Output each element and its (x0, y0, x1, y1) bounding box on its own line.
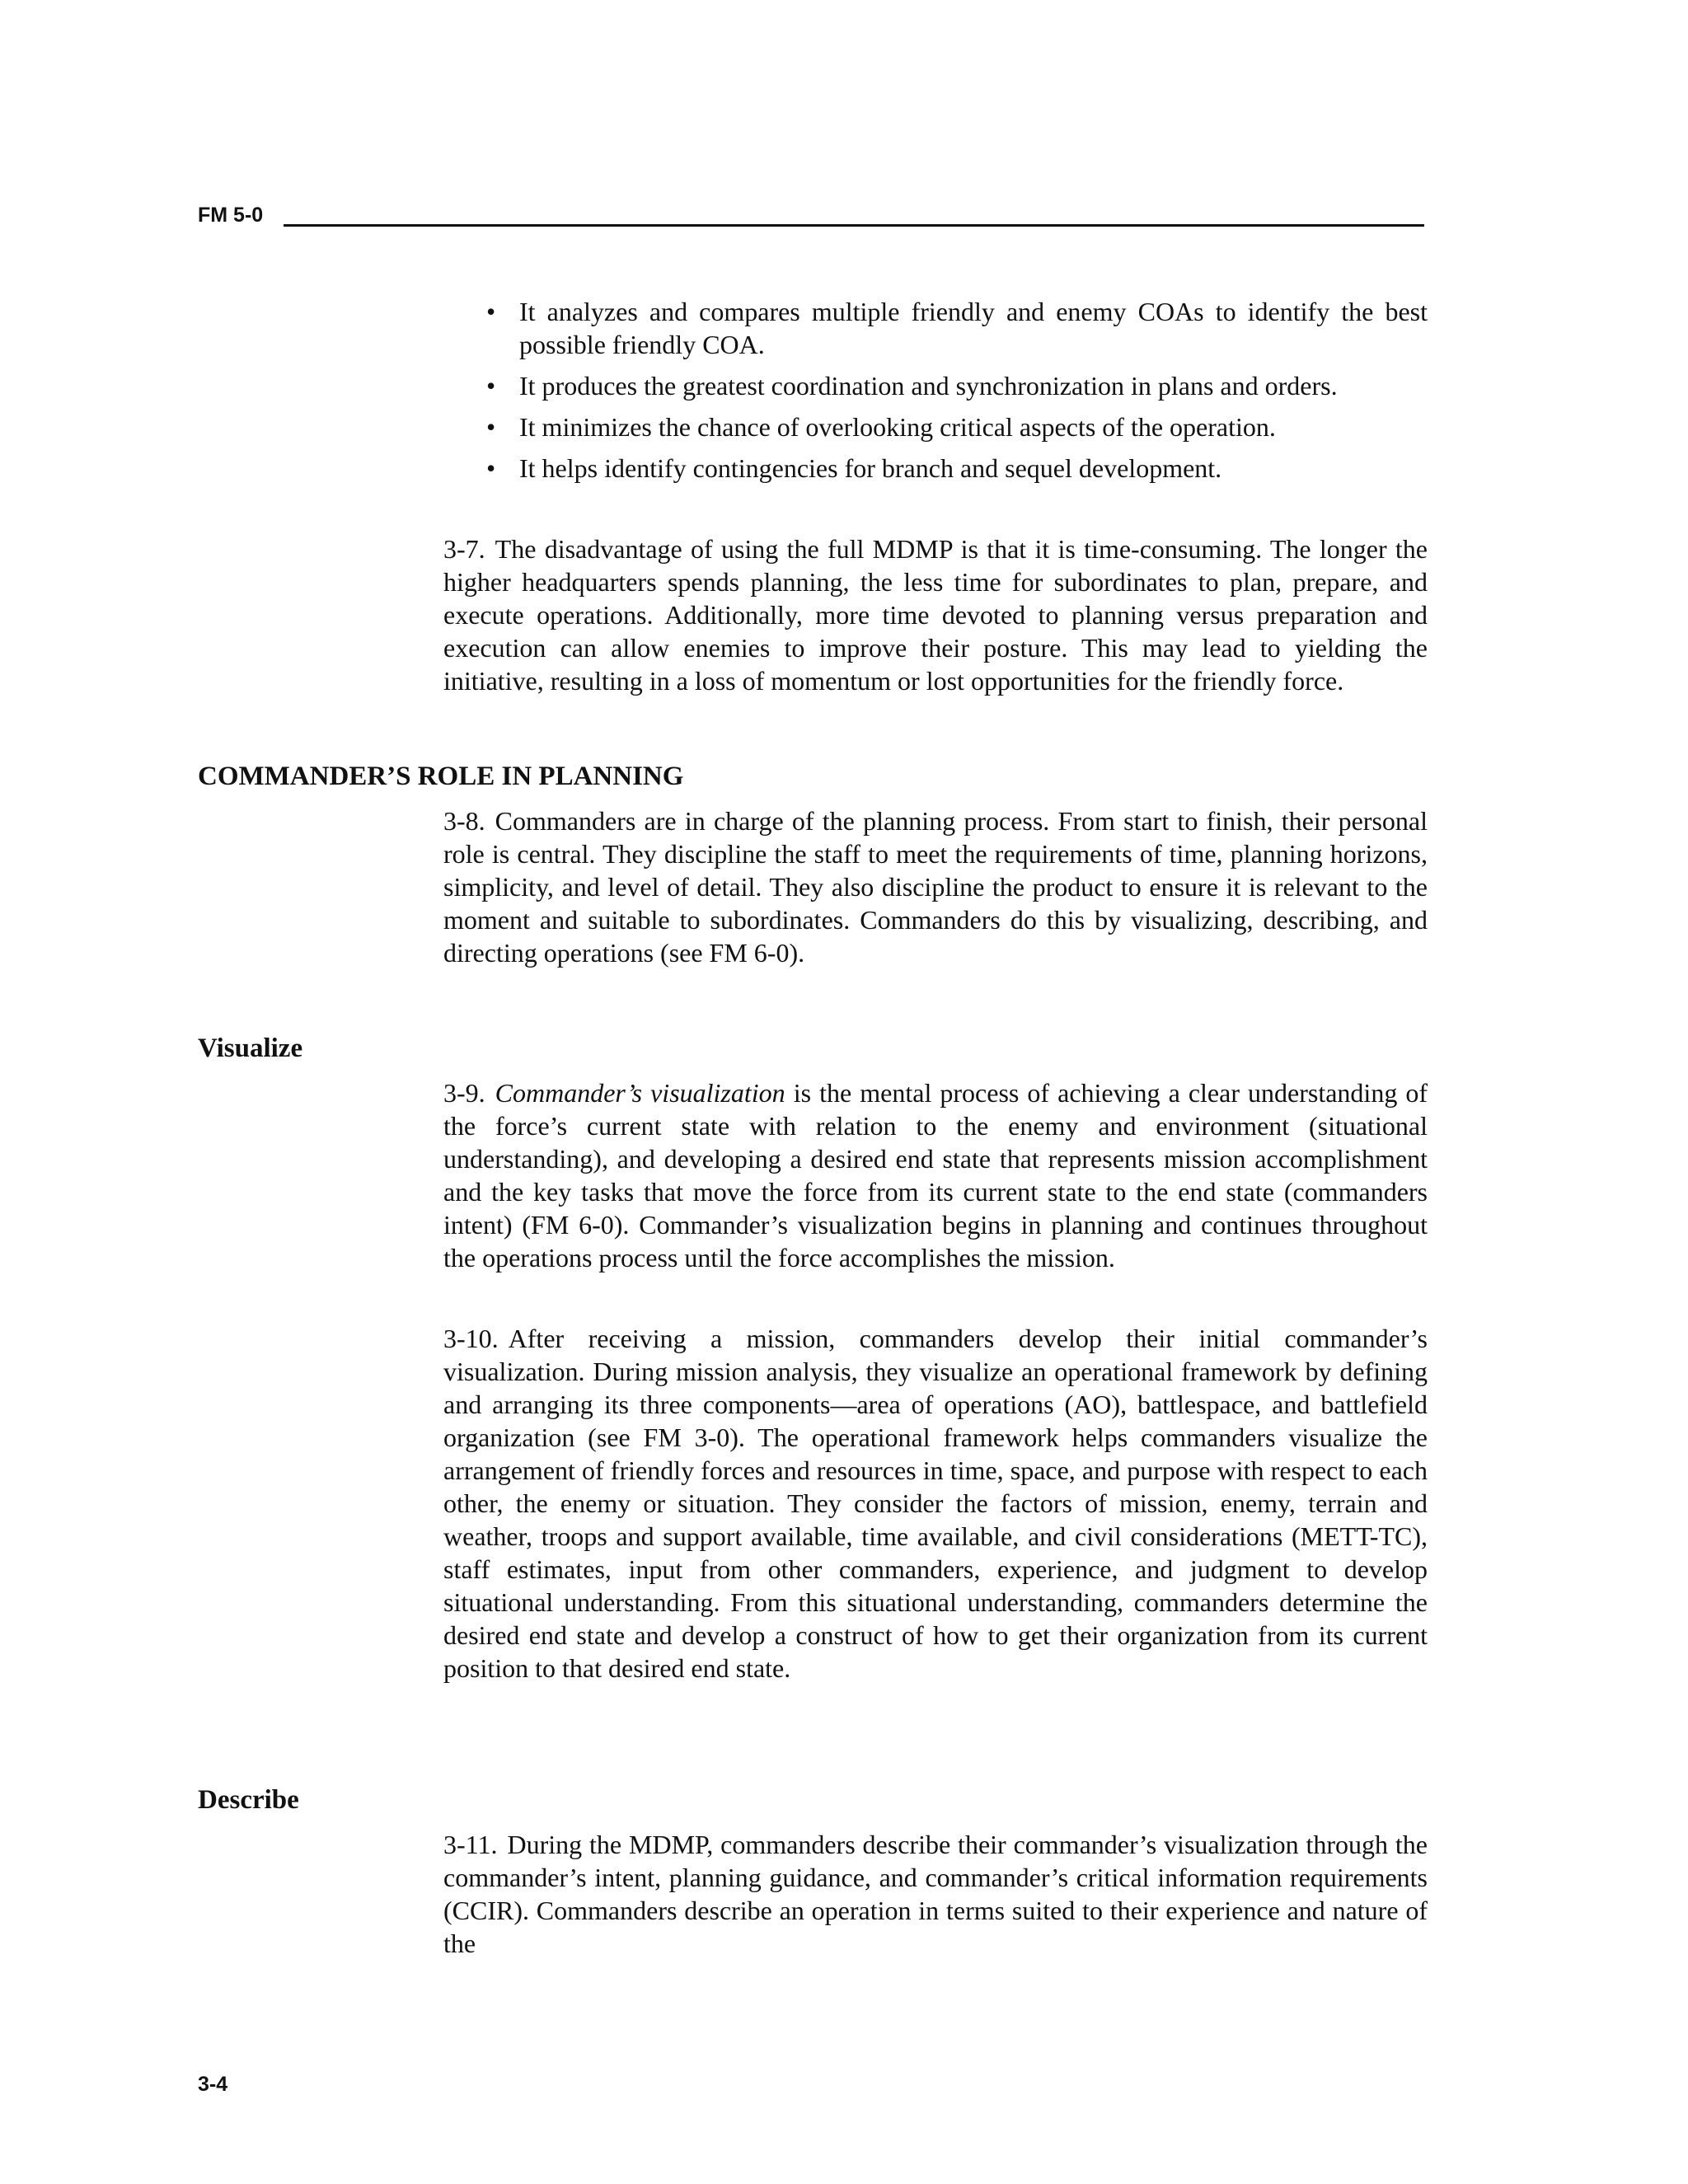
paragraph-number: 3-9. (443, 1078, 485, 1108)
section-heading-commanders-role: COMMANDER’S ROLE IN PLANNING (198, 762, 684, 791)
section-heading-visualize: Visualize (198, 1033, 303, 1063)
paragraph-number: 3-10. (443, 1324, 499, 1353)
defined-term: Commander’s visualization (495, 1078, 785, 1108)
bullet-icon: • (486, 297, 496, 326)
running-header (198, 203, 1424, 236)
bullet-list (486, 295, 1428, 493)
bullet-item (486, 295, 1428, 361)
paragraph-3-11 (443, 1828, 1428, 1960)
bullet-icon: • (486, 371, 496, 401)
bullet-icon: • (486, 453, 496, 483)
header-label: FM 5-0 (198, 204, 264, 227)
header-rule (284, 224, 1424, 227)
bullet-icon: • (486, 412, 496, 442)
paragraph-text: The disadvantage of using the full MDMP is that it is time-consuming. The longer the higher headquarters spends planning, the less time for subordinates to plan, prepare, and execute operations. Additionally, more time devoted to planning versus preparation and execution can allow enemies to improve their posture. This may lead to yielding the initiative, resulting in a loss of momentum or lost opportunities for the friendly force. (443, 534, 1428, 696)
bullet-item (486, 369, 1428, 402)
paragraph-number: 3-11. (443, 1830, 498, 1859)
bullet-text: It minimizes the chance of overlooking critical aspects of the operation. (519, 412, 1276, 442)
paragraph-number: 3-7. (443, 534, 485, 564)
bullet-item (486, 452, 1428, 485)
section-heading-describe: Describe (198, 1785, 299, 1815)
paragraph-text: After receiving a mission, commanders develop their initial commander’s visualization. During mission analysis, they visualize an operational framework by defining and arranging its three components—area of operations (AO), battlespace, and battlefield organization (see FM 3-0). The operational framework helps commanders visualize the arrangement of friendly forces and resources in time, space, and purpose with respect to each other, the enemy or situation. They consider the factors of mission, enemy, terrain and weather, troops and support available, time available, and civil considerations (METT-TC), staff estimates, input from other commanders, experience, and judgment to develop situational understanding. From this situational understanding, commanders determine the desired end state and develop a construct of how to get their organization from its current position to that desired end state. (443, 1324, 1428, 1683)
paragraph-3-10 (443, 1322, 1428, 1685)
paragraph-number: 3-8. (443, 806, 485, 836)
bullet-text: It analyzes and compares multiple friendly and enemy COAs to identify the best possible friendly COA. (519, 297, 1428, 359)
paragraph-text: is the mental process of achieving a clear understanding of the force’s current state with relation to the enemy and environment (situational understanding), and developing a desired end state that represents mission accomplishment and the key tasks that move the force from its current state to the end state (commanders intent) (FM 6-0). Commander’s visualization begins in planning and continues throughout the operations process until the force accomplishes the mission. (443, 1078, 1428, 1272)
paragraph-3-9 (443, 1076, 1428, 1274)
bullet-item (486, 410, 1428, 443)
page-number: 3-4 (198, 2073, 228, 2096)
paragraph-text: During the MDMP, commanders describe their commander’s visualization through the commander’s intent, planning guidance, and commander’s critical information requirements (CCIR). Commanders describe an operation in terms suited to their experience and nature of the (443, 1830, 1428, 1958)
bullet-text: It helps identify contingencies for branch and sequel development. (519, 453, 1222, 483)
paragraph-3-8 (443, 804, 1428, 969)
paragraph-3-7 (443, 532, 1428, 697)
bullet-text: It produces the greatest coordination and synchronization in plans and orders. (519, 371, 1338, 401)
paragraph-text: Commanders are in charge of the planning process. From start to finish, their personal role is central. They discipline the staff to meet the requirements of time, planning horizons, simplicity, and level of detail. They also discipline the product to ensure it is relevant to the moment and suitable to subordinates. Commanders do this by visualizing, describing, and directing operations (see FM 6-0). (443, 806, 1428, 968)
